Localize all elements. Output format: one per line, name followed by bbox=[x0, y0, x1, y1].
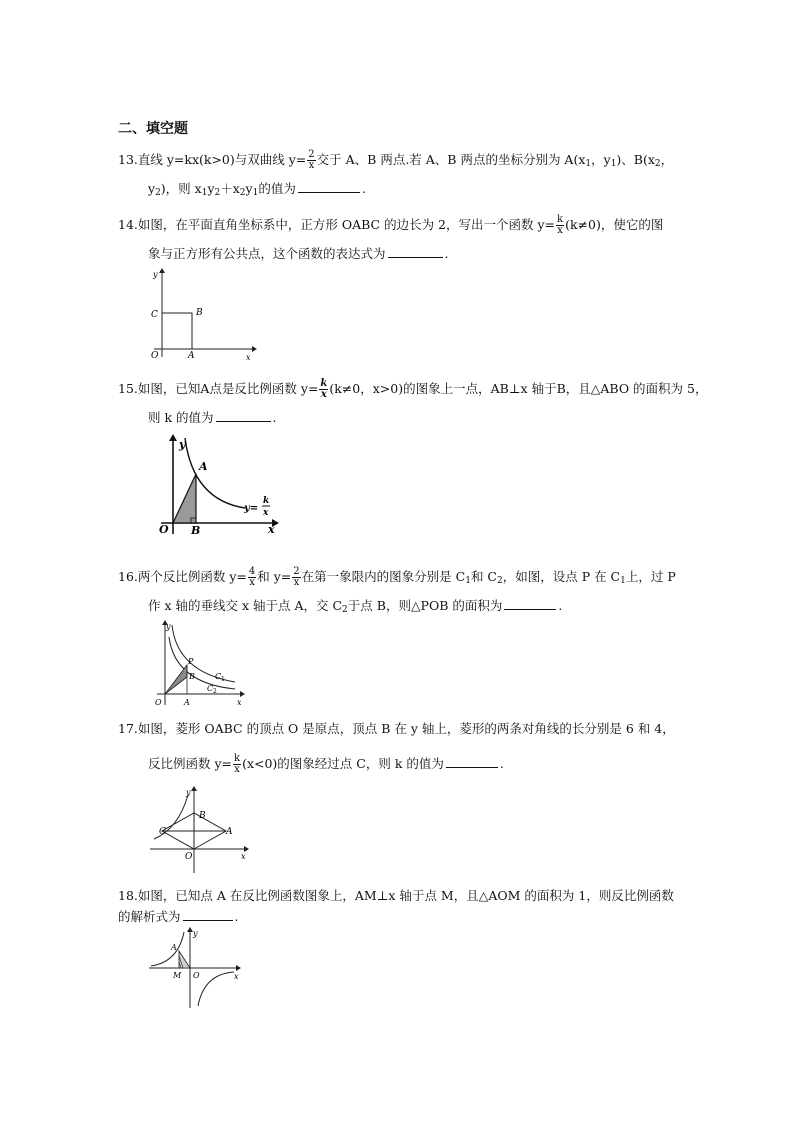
x-arrow-icon bbox=[252, 346, 257, 352]
origin-label: O bbox=[155, 698, 162, 707]
point-a-label: A bbox=[188, 351, 195, 361]
point-m-label: M bbox=[173, 971, 182, 980]
point-a-label: A bbox=[184, 698, 190, 707]
point-b-label: B bbox=[191, 524, 201, 537]
x-label: x bbox=[246, 353, 251, 362]
curve-c2-label: C bbox=[207, 684, 214, 693]
answer-blank[interactable] bbox=[388, 256, 443, 258]
point-b-label: B bbox=[189, 672, 195, 681]
curve-c1-subscript: 1 bbox=[221, 676, 225, 683]
curve-label: y= bbox=[244, 503, 259, 514]
y-label: y bbox=[186, 788, 191, 797]
point-c-label: C bbox=[151, 310, 158, 320]
answer-blank[interactable] bbox=[298, 191, 360, 193]
answer-blank[interactable] bbox=[504, 608, 556, 610]
square-oabc bbox=[162, 313, 192, 349]
triangle-abo bbox=[173, 474, 196, 523]
q13-line2: $y_2$)，则 $x_1y_2+x_2y_1$的值为 . bbox=[148, 181, 366, 198]
x-arrow-icon bbox=[240, 691, 245, 697]
curve-label-den: x bbox=[263, 508, 269, 518]
origin-label: O bbox=[193, 971, 200, 980]
q15-fraction: $\frac{k}{x}$ bbox=[320, 378, 328, 400]
point-b-label: B bbox=[199, 811, 206, 821]
answer-blank[interactable] bbox=[446, 766, 498, 768]
curve-label-num: k bbox=[263, 496, 270, 506]
y-label: y bbox=[179, 438, 186, 451]
y-label: y bbox=[193, 929, 198, 938]
q17-line1: 17.如图，菱形 OABC 的顶点 O 是原点，顶点 B 在 y 轴上，菱形的两条对角线的长分别是 6 和 4， bbox=[118, 721, 675, 736]
x-label: x bbox=[241, 852, 246, 861]
q15-line1: 15.如图，已知A点是反比例函数 y= $\frac{k}{x}$ (k≠0，x>0)的图象上一点，AB⊥x 轴于B，且△ABO 的面积为 5， bbox=[118, 378, 708, 400]
q18-line1: 18.如图，已知点 A 在反比例函数图象上，AM⊥x 轴于点 M，且△AOM 的面积为 1，则反比例函数 bbox=[118, 888, 674, 903]
x-label: x bbox=[268, 523, 275, 536]
q13-text: 13.直线 y=kx(k>0)与双曲线 y= bbox=[118, 152, 307, 167]
q18-line2: 的解析式为 . bbox=[118, 909, 239, 924]
y-label: y bbox=[166, 622, 171, 631]
point-a-label: A bbox=[199, 460, 208, 473]
q17-fraction: $\frac{k}{x}$ bbox=[234, 753, 241, 775]
q15-figure bbox=[145, 430, 280, 540]
q18-figure bbox=[146, 928, 246, 1010]
triangle-aom bbox=[179, 951, 190, 968]
q17-figure bbox=[148, 783, 253, 878]
q16-fraction-2: $\frac{2}{x}$ bbox=[293, 566, 300, 588]
y-arrow-icon bbox=[169, 434, 177, 441]
point-a-label: A bbox=[226, 827, 233, 837]
curve-fourth-quadrant bbox=[198, 972, 234, 1006]
q14-line1: 14.如图，在平面直角坐标系中，正方形 OABC 的边长为 2，写出一个函数 y= $\frac{k}{x}$ (k≠0)，使它的图 bbox=[118, 214, 664, 236]
triangle-pob bbox=[165, 665, 187, 694]
curve-c2-subscript: 2 bbox=[213, 688, 217, 695]
answer-blank[interactable] bbox=[216, 420, 271, 422]
point-a-label: A bbox=[171, 943, 177, 952]
q16-line2: 作 x 轴的垂线交 x 轴于点 A，交 $C_2$于点 B，则△POB 的面积为 . bbox=[148, 598, 563, 615]
x-arrow-icon bbox=[236, 965, 241, 971]
answer-blank[interactable] bbox=[183, 919, 233, 921]
point-b-label: B bbox=[196, 308, 203, 318]
section-title: 二、填空题 bbox=[118, 121, 188, 137]
q17-line2: 反比例函数 y= $\frac{k}{x}$ (x<0)的图象经过点 C，则 k 的值为 . bbox=[148, 753, 504, 775]
q16-figure bbox=[145, 617, 250, 712]
x-label: x bbox=[234, 972, 239, 981]
point-c-label: C bbox=[159, 827, 166, 837]
q13-line1: 13.直线 y=kx(k>0)与双曲线 y= $\frac{2}{x}$ 交于 A、B 两点.若 A、B 两点的坐标分别为 $A(x_1$，$y_1$)、$B(x_2$， bbox=[118, 149, 674, 171]
origin-label: O bbox=[159, 523, 169, 536]
x-label: x bbox=[237, 698, 242, 707]
q15-line2: 则 k 的值为 . bbox=[148, 410, 277, 425]
y-arrow-icon bbox=[159, 268, 165, 273]
origin-label: O bbox=[151, 351, 159, 361]
q14-fraction: $\frac{k}{x}$ bbox=[557, 214, 564, 236]
q16-line1: 16.两个反比例函数 y= $\frac{4}{x}$ 和 y= $\frac{2}{x}$ 在第一象限内的图象分别是 $C_1$和 $C_2$，如图，设点 P 在 $C_1$上，过 P bbox=[118, 566, 676, 588]
point-p-label: P bbox=[188, 657, 194, 666]
q14-figure bbox=[140, 265, 260, 360]
origin-label: O bbox=[185, 852, 193, 862]
y-arrow-icon bbox=[191, 786, 197, 791]
q13-fraction: $\frac{2}{x}$ bbox=[308, 149, 315, 171]
q16-fraction-1: $\frac{4}{x}$ bbox=[248, 566, 256, 588]
curve-c1-label: C bbox=[215, 672, 222, 681]
y-label: y bbox=[153, 270, 158, 279]
q14-line2: 象与正方形有公共点，这个函数的表达式为 . bbox=[148, 246, 449, 261]
